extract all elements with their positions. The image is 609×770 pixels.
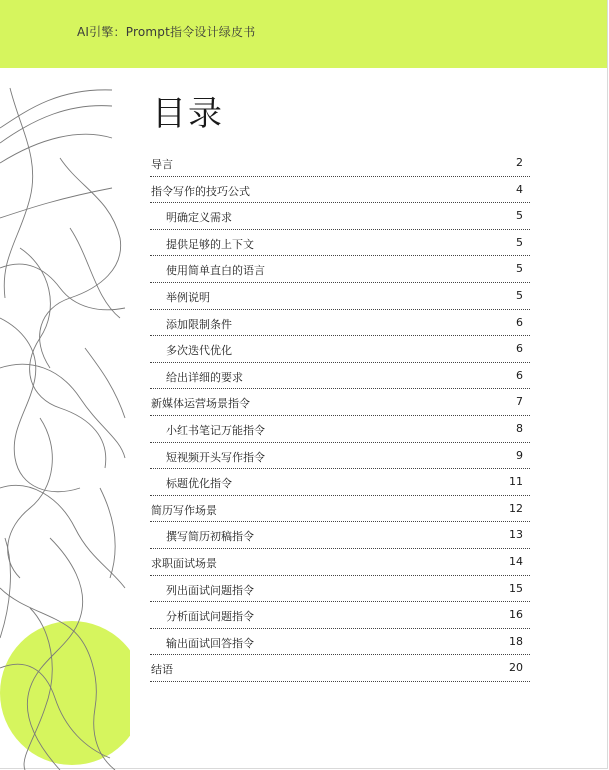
- toc-entry-label: 小红书笔记万能指令: [166, 423, 265, 437]
- toc-entry-page-number: 6: [516, 315, 523, 329]
- toc-entry-label: 分析面试问题指令: [166, 610, 254, 624]
- toc-entry[interactable]: [150, 602, 530, 629]
- toc-entry[interactable]: [150, 363, 530, 390]
- toc-entry-label: 多次迭代优化: [166, 344, 232, 358]
- toc-entry[interactable]: [150, 576, 530, 603]
- toc-entry[interactable]: [150, 150, 530, 177]
- toc-entry[interactable]: [150, 177, 530, 204]
- toc-entry-page-number: 9: [516, 448, 523, 462]
- toc-entry-page-number: 6: [516, 368, 523, 382]
- toc-entry-page-number: 2: [516, 156, 523, 169]
- toc-entry-page-number: 5: [516, 288, 523, 302]
- toc-entry-page-number: 8: [516, 421, 523, 435]
- toc-entry[interactable]: [150, 629, 530, 656]
- toc-entry-page-number: 20: [509, 661, 523, 675]
- toc-entry[interactable]: [150, 283, 530, 310]
- toc-entry-label: 新媒体运营场景指令: [151, 397, 250, 411]
- toc-entry-page-number: 4: [516, 182, 523, 196]
- toc-entry-page-number: 5: [516, 262, 523, 276]
- toc-entry-label: 标题优化指令: [166, 477, 232, 491]
- header-band: [0, 0, 607, 68]
- toc-entry[interactable]: [150, 389, 530, 416]
- toc-entry[interactable]: [150, 203, 530, 230]
- toc-entry[interactable]: [150, 230, 530, 257]
- toc-entry-page-number: 16: [509, 608, 523, 622]
- toc-entry-page-number: 12: [509, 501, 523, 515]
- toc-entry[interactable]: [150, 469, 530, 496]
- toc-entry-label: 求职面试场景: [151, 556, 217, 570]
- toc-entry[interactable]: [150, 549, 530, 576]
- toc-entry-page-number: 14: [509, 554, 523, 568]
- toc-entry-page-number: 5: [516, 235, 523, 249]
- table-of-contents: [150, 150, 530, 682]
- toc-entry[interactable]: [150, 256, 530, 283]
- toc-entry[interactable]: [150, 443, 530, 470]
- toc-entry-label: 撰写简历初稿指令: [166, 530, 254, 544]
- decorative-lines-icon: [0, 68, 130, 770]
- toc-entry[interactable]: [150, 310, 530, 337]
- toc-entry-label: 添加限制条件: [166, 317, 232, 331]
- toc-entry-label: 短视频开头写作指令: [166, 450, 265, 464]
- toc-entry-page-number: 11: [509, 475, 523, 489]
- contour-lines-graphic: [0, 68, 130, 770]
- toc-entry-label: 结语: [151, 663, 173, 677]
- toc-entry-page-number: 13: [509, 528, 523, 542]
- toc-heading: 目录: [152, 94, 224, 134]
- toc-entry-page-number: 7: [516, 395, 523, 409]
- toc-entry-label: 导言: [151, 158, 173, 171]
- toc-entry-page-number: 18: [509, 634, 523, 648]
- toc-entry-label: 简历写作场景: [151, 503, 217, 517]
- toc-entry[interactable]: [150, 496, 530, 523]
- toc-entry[interactable]: [150, 416, 530, 443]
- document-title: AI引擎：Prompt指令设计绿皮书: [77, 25, 256, 39]
- toc-entry[interactable]: [150, 336, 530, 363]
- toc-entry-label: 使用简单直白的语言: [166, 264, 265, 278]
- toc-entry-label: 明确定义需求: [166, 211, 232, 225]
- toc-entry-label: 输出面试回答指令: [166, 636, 254, 650]
- toc-entry-page-number: 5: [516, 209, 523, 223]
- toc-entry-label: 提供足够的上下文: [166, 237, 254, 251]
- toc-entry[interactable]: [150, 655, 530, 682]
- toc-entry[interactable]: [150, 522, 530, 549]
- toc-entry-label: 举例说明: [166, 290, 210, 304]
- toc-entry-label: 给出详细的要求: [166, 370, 243, 384]
- toc-entry-label: 指令写作的技巧公式: [151, 184, 250, 198]
- toc-entry-page-number: 6: [516, 342, 523, 356]
- toc-entry-page-number: 15: [509, 581, 523, 595]
- toc-entry-label: 列出面试问题指令: [166, 583, 254, 597]
